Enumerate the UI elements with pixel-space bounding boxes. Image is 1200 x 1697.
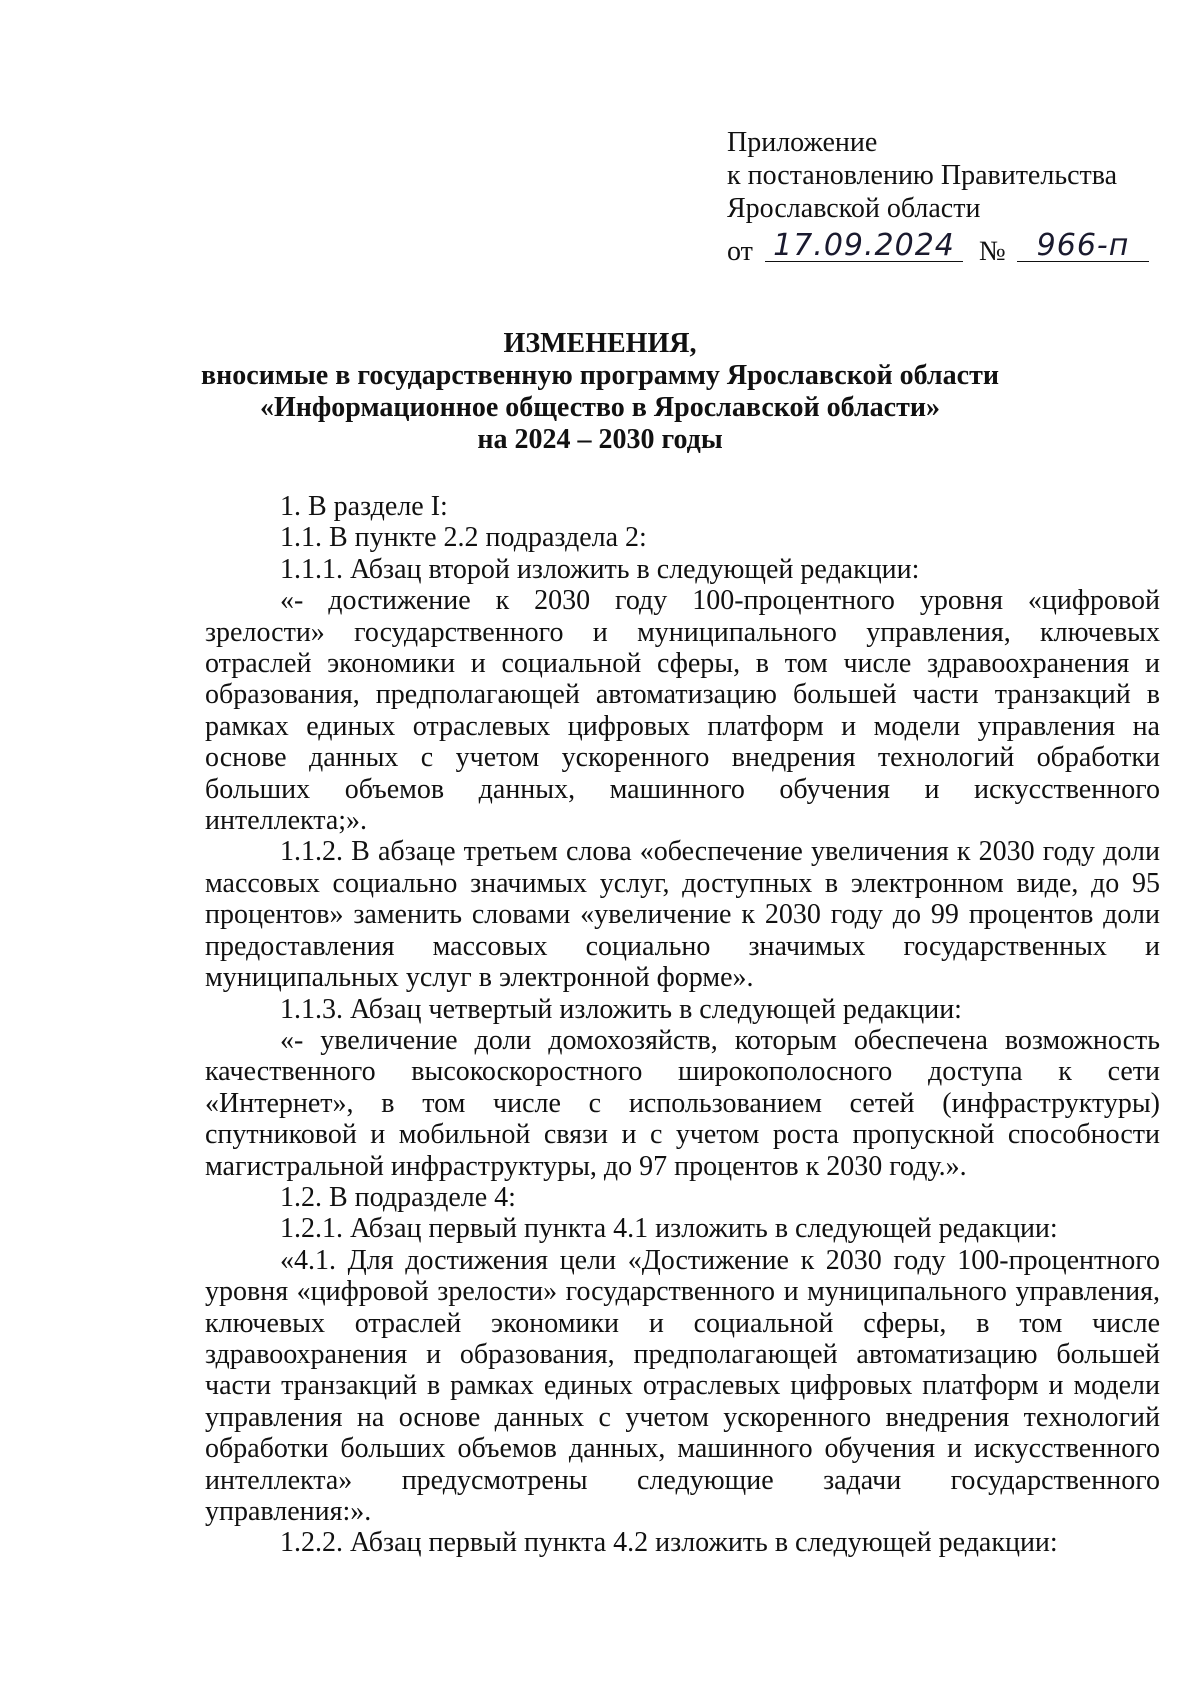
paragraph: 1. В разделе I: bbox=[280, 491, 448, 522]
title-subject: вносимые в государственную программу Ярославской области bbox=[201, 360, 999, 391]
document-title bbox=[100, 328, 1100, 456]
number-prefix: № bbox=[979, 236, 1006, 267]
paragraph: «- достижение к 2030 году 100-процентного уровня «цифровой зрелости» государственного и муниципального управления, ключевых отраслей экономики и социальной сферы, в том числе здравоохранения и образования, предполагающей автоматизацию большей части транзакций в рамках единых отраслевых цифровых платформ и модели управления на основе данных с учетом ускоренного внедрения технологий обработки больших объемов данных, машинного обучения и искусственного интеллекта;». bbox=[205, 585, 1160, 837]
paragraph: 1.1.1. Абзац второй изложить в следующей редакции: bbox=[280, 553, 920, 585]
paragraph: 1.1. В пункте 2.2 подраздела 2: bbox=[280, 522, 647, 554]
paragraph: 1.2.1. Абзац первый пункта 4.1 изложить в следующей редакции: bbox=[280, 1213, 1058, 1245]
title-main: ИЗМЕНЕНИЯ, bbox=[503, 328, 697, 359]
handwritten-number: 966-п bbox=[1017, 231, 1149, 262]
paragraph: 1.2. В подразделе 4: bbox=[280, 1181, 516, 1213]
paragraph: 1.1.2. В абзаце третьем слова «обеспечение увеличения к 2030 году доли массовых социально значимых услуг, доступных в электронном виде, до 95 процентов» заменить словами «увеличение к 2030 году до 99 процентов доли предоставления массовых социально значимых государственных и муниципальных услуг в электронной форме». bbox=[205, 836, 1160, 994]
paragraph: 1.1.3. Абзац четвертый изложить в следующей редакции: bbox=[280, 993, 962, 1025]
approval-heading: Приложение bbox=[727, 127, 878, 158]
approval-reference bbox=[727, 225, 1167, 265]
paragraph: 1.2.2. Абзац первый пункта 4.2 изложить в следующей редакции: bbox=[280, 1527, 1058, 1559]
title-program: «Информационное общество в Ярославской области» bbox=[260, 392, 940, 423]
document-body bbox=[205, 491, 1160, 1559]
title-period: на 2024 – 2030 годы bbox=[477, 424, 723, 455]
paragraph: «4.1. Для достижения цели «Достижение к 2030 году 100-процентного уровня «цифровой зрелости» государственного и муниципального управления, ключевых отраслей экономики и социальной сферы, в том числе здравоохранения и образования, предполагающей автоматизацию большей части транзакций в рамках единых отраслевых цифровых платформ и модели управления на основе данных с учетом ускоренного внедрения технологий обработки больших объемов данных, машинного обучения и искусственного интеллекта» предусмотрены следующие задачи государственного управления:». bbox=[205, 1244, 1160, 1527]
approval-decree: к постановлению Правительства bbox=[727, 160, 1118, 191]
paragraph: «- увеличение доли домохозяйств, которым обеспечена возможность качественного высокоскоростного широкополосного доступа к сети «Интернет», в том числе с использованием сетей (инфраструктуры) спутниковой и мобильной связи и с учетом роста пропускной способности магистральной инфраструктуры, до 97 процентов к 2030 году.». bbox=[205, 1024, 1160, 1182]
date-prefix: от bbox=[727, 236, 753, 267]
approval-block bbox=[727, 126, 1167, 265]
approval-region: Ярославской области bbox=[727, 193, 981, 224]
handwritten-date: 17.09.2024 bbox=[765, 231, 963, 262]
